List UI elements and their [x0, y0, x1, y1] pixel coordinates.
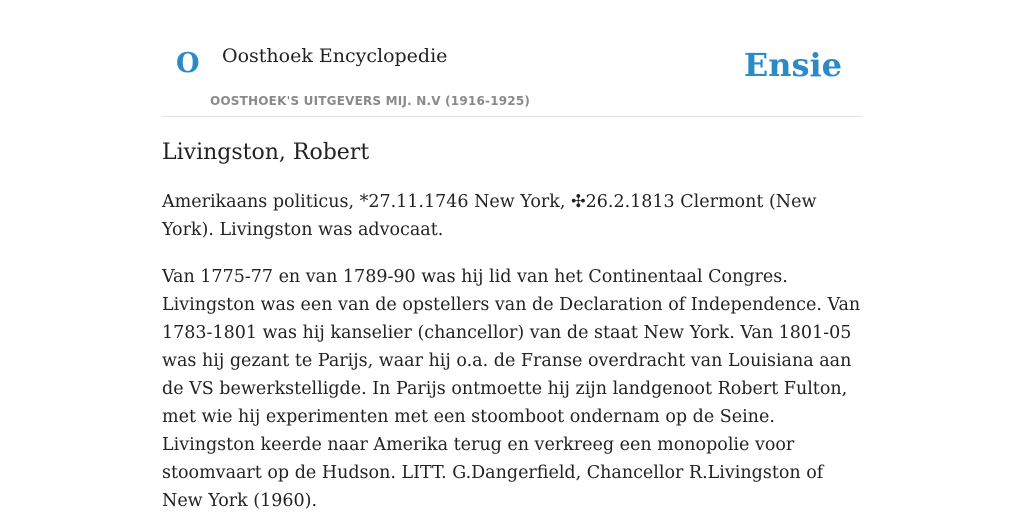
entry-content [162, 134, 862, 512]
ensie-logo-link[interactable]: Ensie [743, 46, 842, 84]
entry-paragraph-intro: Amerikaans politicus, *27.11.1746 New York, ✣26.2.1813 Clermont (New York). Livingston was advocaat. [162, 192, 817, 241]
source-logo-icon[interactable]: O [176, 48, 200, 79]
entry-title: Livingston, Robert [162, 140, 370, 165]
source-subtitle: OOSTHOEK'S UITGEVERS MIJ. N.V (1916-1925) [210, 94, 531, 108]
entry-paragraph-body: Van 1775-77 en van 1789-90 was hij lid van het Continentaal Congres. Livingston was een van de opstellers van de Declaration of Independence. Van 1783-1801 was hij kanselier (chancellor) van de staat New York. Van 1801-05 was hij gezant te Parijs, waar hij o.a. de Franse overdracht van Louisiana aan de VS bewerkstelligde. In Parijs ontmoette hij zijn landgenoot Robert Fulton, met wie hij experimenten met een stoomboot ondernam op de Seine. Livingston keerde naar Amerika terug en verkreeg een monopolie voor stoomvaart op de Hudson. LITT. G.Dangerfield, Chancellor R.Livingston of New York (1960). [162, 267, 861, 512]
site-header [162, 0, 862, 117]
source-title[interactable]: Oosthoek Encyclopedie [222, 45, 448, 67]
